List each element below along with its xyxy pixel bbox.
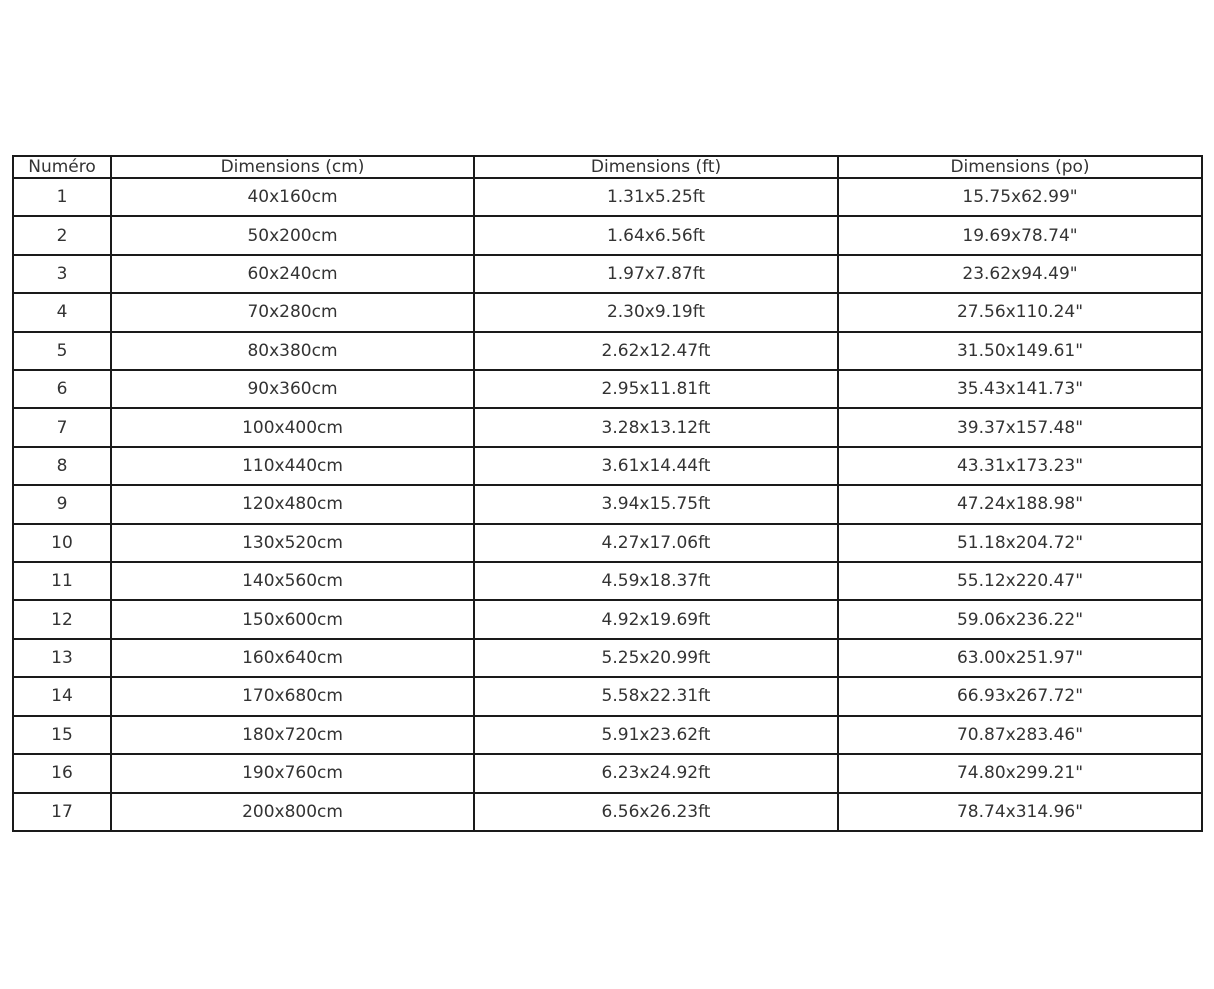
table-cell: 200x800cm (111, 793, 474, 832)
table-cell: 180x720cm (111, 716, 474, 754)
table-row (13, 639, 1202, 677)
table-cell: 7 (13, 408, 111, 446)
table-row (13, 293, 1202, 331)
table-cell: 50x200cm (111, 216, 474, 254)
table-cell: 6.56x26.23ft (474, 793, 838, 832)
header-row (13, 156, 1202, 178)
table-cell: 43.31x173.23" (838, 447, 1202, 485)
table-cell: 150x600cm (111, 600, 474, 638)
table-row (13, 447, 1202, 485)
table-cell: 1 (13, 178, 111, 216)
table-cell: 130x520cm (111, 524, 474, 562)
table-row (13, 255, 1202, 293)
table-cell: 9 (13, 485, 111, 523)
table-cell: 110x440cm (111, 447, 474, 485)
table-cell: 63.00x251.97" (838, 639, 1202, 677)
table-cell: 16 (13, 754, 111, 792)
table-row (13, 562, 1202, 600)
table-cell: 3.94x15.75ft (474, 485, 838, 523)
table-cell: 1.64x6.56ft (474, 216, 838, 254)
table-cell: 78.74x314.96" (838, 793, 1202, 832)
table-row (13, 332, 1202, 370)
table-cell: 5.91x23.62ft (474, 716, 838, 754)
table-cell: 23.62x94.49" (838, 255, 1202, 293)
table-cell: 12 (13, 600, 111, 638)
table-row (13, 716, 1202, 754)
table-cell: 17 (13, 793, 111, 832)
table-cell: 120x480cm (111, 485, 474, 523)
table-cell: 1.31x5.25ft (474, 178, 838, 216)
table-cell: 70.87x283.46" (838, 716, 1202, 754)
dimensions-table (12, 155, 1203, 832)
table-cell: 4.27x17.06ft (474, 524, 838, 562)
table-header (13, 156, 1202, 178)
table-cell: 13 (13, 639, 111, 677)
table-cell: 160x640cm (111, 639, 474, 677)
table-row (13, 677, 1202, 715)
table-cell: 6.23x24.92ft (474, 754, 838, 792)
table-cell: 3.28x13.12ft (474, 408, 838, 446)
table-cell: 70x280cm (111, 293, 474, 331)
column-header-numero: Numéro (13, 156, 111, 178)
table-cell: 55.12x220.47" (838, 562, 1202, 600)
table-cell: 35.43x141.73" (838, 370, 1202, 408)
column-header-dimensions-ft: Dimensions (ft) (474, 156, 838, 178)
table-cell: 31.50x149.61" (838, 332, 1202, 370)
table-cell: 170x680cm (111, 677, 474, 715)
column-header-dimensions-po: Dimensions (po) (838, 156, 1202, 178)
table-cell: 66.93x267.72" (838, 677, 1202, 715)
table-row (13, 600, 1202, 638)
table-row (13, 178, 1202, 216)
table-cell: 40x160cm (111, 178, 474, 216)
table-cell: 140x560cm (111, 562, 474, 600)
table-cell: 5.25x20.99ft (474, 639, 838, 677)
table-cell: 5 (13, 332, 111, 370)
table-cell: 2.62x12.47ft (474, 332, 838, 370)
table-cell: 4.59x18.37ft (474, 562, 838, 600)
table-cell: 10 (13, 524, 111, 562)
table-cell: 19.69x78.74" (838, 216, 1202, 254)
table-row (13, 370, 1202, 408)
column-header-dimensions-cm: Dimensions (cm) (111, 156, 474, 178)
table-row (13, 754, 1202, 792)
table-cell: 51.18x204.72" (838, 524, 1202, 562)
table-cell: 74.80x299.21" (838, 754, 1202, 792)
table-row (13, 408, 1202, 446)
table-cell: 59.06x236.22" (838, 600, 1202, 638)
table-cell: 15.75x62.99" (838, 178, 1202, 216)
table-row (13, 216, 1202, 254)
table-row (13, 524, 1202, 562)
table-cell: 15 (13, 716, 111, 754)
table-cell: 90x360cm (111, 370, 474, 408)
table-cell: 47.24x188.98" (838, 485, 1202, 523)
table-cell: 14 (13, 677, 111, 715)
table-cell: 100x400cm (111, 408, 474, 446)
table-cell: 2.95x11.81ft (474, 370, 838, 408)
table-body (13, 178, 1202, 831)
table-cell: 80x380cm (111, 332, 474, 370)
table-cell: 190x760cm (111, 754, 474, 792)
table-cell: 4.92x19.69ft (474, 600, 838, 638)
table-cell: 3 (13, 255, 111, 293)
table-cell: 2.30x9.19ft (474, 293, 838, 331)
table-cell: 27.56x110.24" (838, 293, 1202, 331)
table-cell: 2 (13, 216, 111, 254)
table-row (13, 793, 1202, 832)
table-cell: 39.37x157.48" (838, 408, 1202, 446)
table-cell: 6 (13, 370, 111, 408)
table-cell: 1.97x7.87ft (474, 255, 838, 293)
table-cell: 3.61x14.44ft (474, 447, 838, 485)
table-cell: 5.58x22.31ft (474, 677, 838, 715)
table-row (13, 485, 1202, 523)
table-cell: 8 (13, 447, 111, 485)
table-cell: 4 (13, 293, 111, 331)
table-cell: 11 (13, 562, 111, 600)
table-cell: 60x240cm (111, 255, 474, 293)
